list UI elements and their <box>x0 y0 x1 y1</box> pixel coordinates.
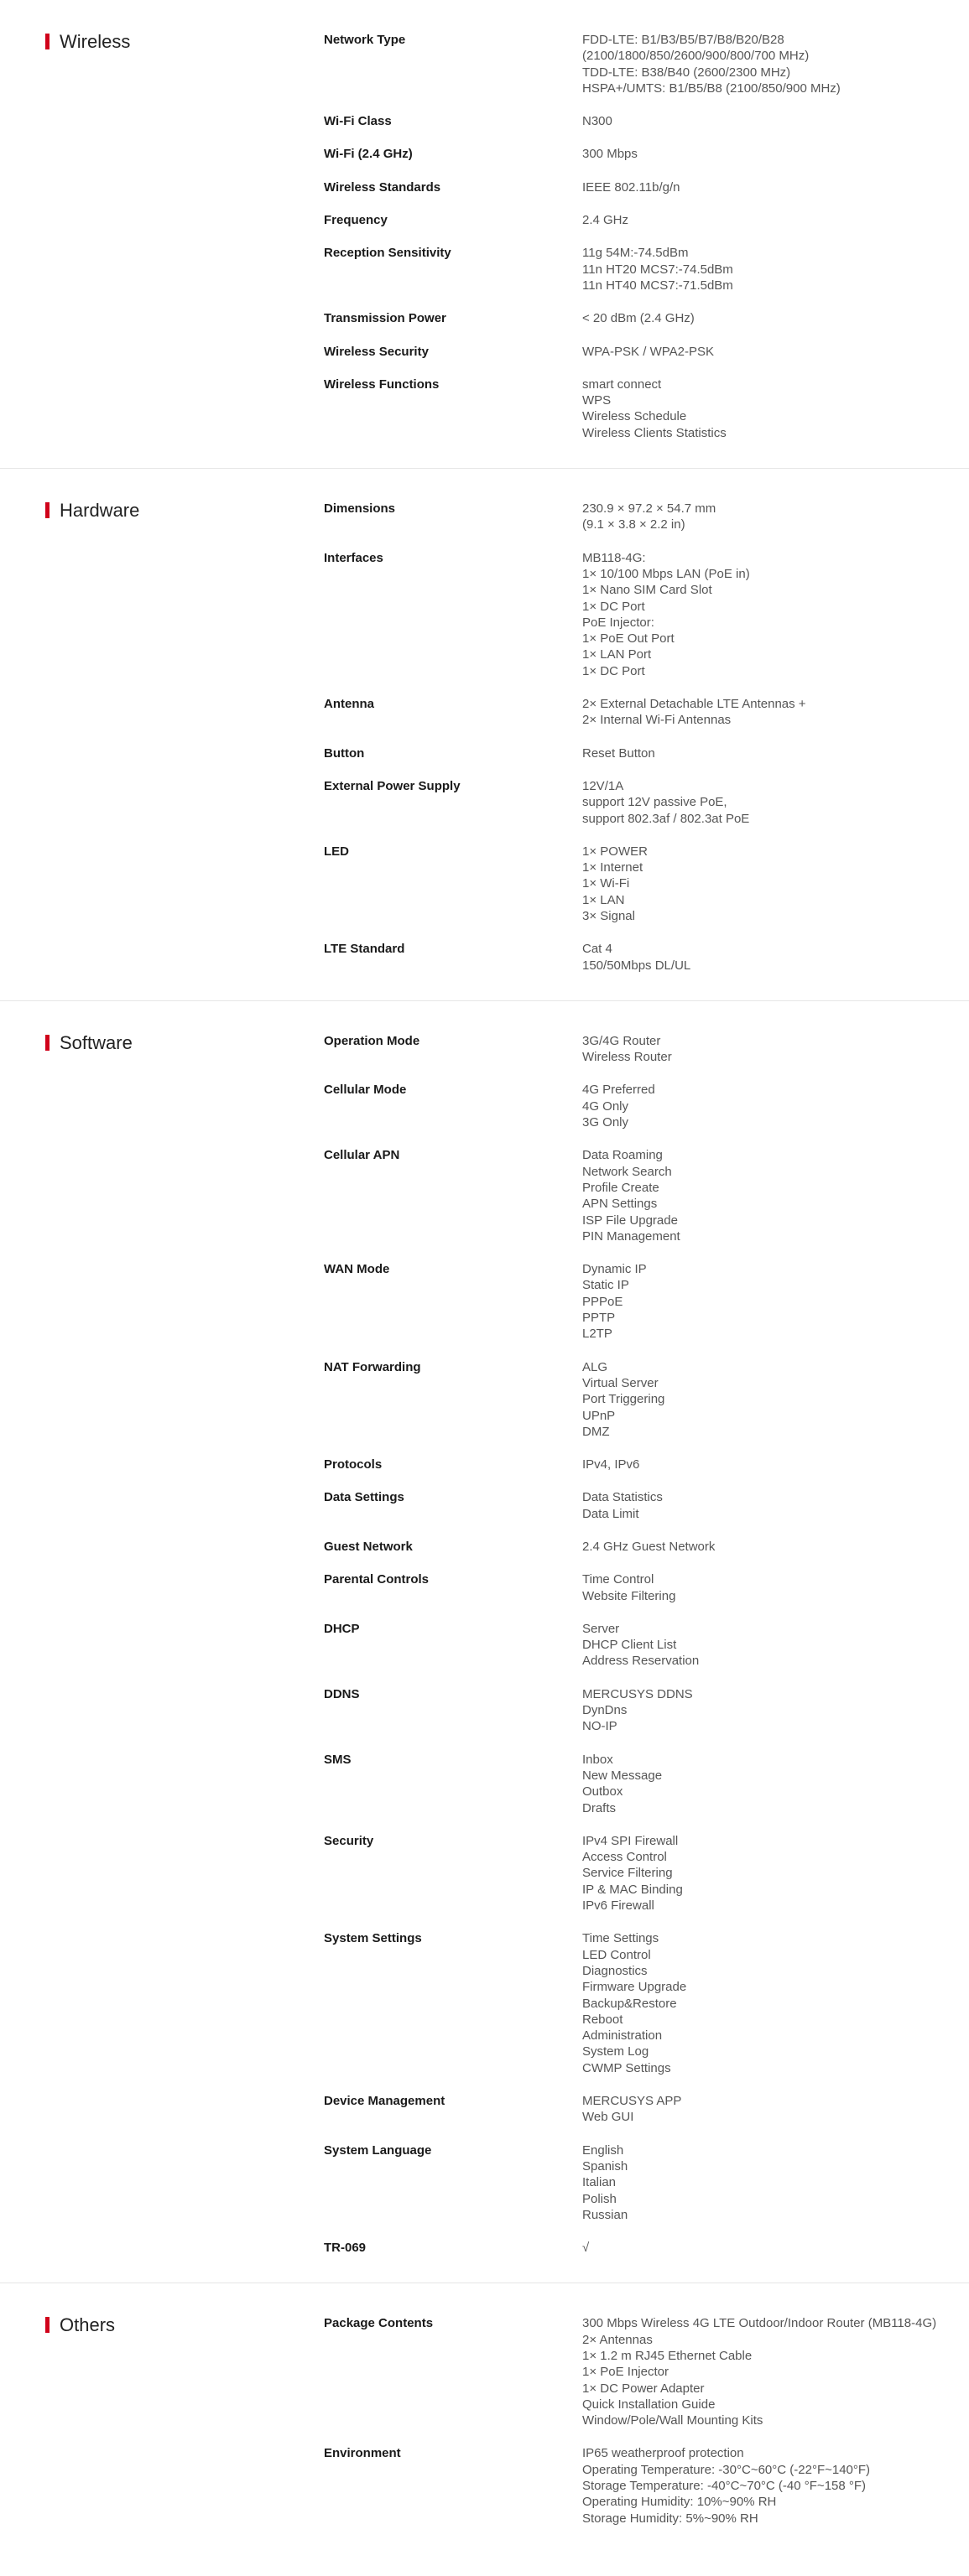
spec-value-line: L2TP <box>582 1327 612 1342</box>
spec-row <box>0 245 969 310</box>
spec-value-line: MERCUSYS APP <box>582 2094 682 2109</box>
spec-values <box>582 501 951 533</box>
spec-values <box>582 1752 951 1816</box>
spec-value-line: 3× Signal <box>582 908 635 923</box>
spec-value-line: TDD-LTE: B38/B40 (2600/2300 MHz) <box>582 65 791 80</box>
section-title-text: Wireless <box>60 31 131 52</box>
spec-value-line: Wireless Clients Statistics <box>582 425 727 440</box>
spec-row <box>0 501 969 550</box>
spec-values <box>582 1686 951 1735</box>
spec-row <box>0 1082 969 1147</box>
spec-values <box>582 1261 951 1342</box>
spec-value-line: (2100/1800/850/2600/900/800/700 MHz) <box>582 49 810 64</box>
spec-values <box>582 1621 951 1670</box>
spec-value-line: CWMP Settings <box>582 2060 671 2075</box>
spec-value-line: Reset Button <box>582 745 655 761</box>
spec-row <box>0 1621 969 1686</box>
spec-value-line: Service Filtering <box>582 1866 673 1881</box>
spec-value-line: New Message <box>582 1768 663 1783</box>
spec-values <box>582 377 951 441</box>
spec-label: Dimensions <box>324 501 396 517</box>
spec-value-line: Data Roaming <box>582 1148 663 1163</box>
spec-value-line: 1× POWER <box>582 844 648 859</box>
spec-value-line: Data Limit <box>582 1506 639 1521</box>
spec-value-line: 1× LAN Port <box>582 647 652 662</box>
spec-value-line: support 12V passive PoE, <box>582 795 727 810</box>
spec-values <box>582 1571 951 1604</box>
spec-row <box>0 745 969 778</box>
spec-value-line: Polish <box>582 2191 617 2206</box>
spec-value-line: PPPoE <box>582 1294 623 1309</box>
spec-value-line: Cat 4 <box>582 942 612 957</box>
spec-row <box>0 212 969 245</box>
spec-values <box>582 745 951 761</box>
spec-value-line: 2.4 GHz <box>582 213 629 228</box>
spec-value-line: 1× Nano SIM Card Slot <box>582 583 712 598</box>
spec-value-line: 1× DC Power Adapter <box>582 2381 705 2396</box>
spec-values <box>582 778 951 827</box>
spec-value-line: Storage Humidity: 5%~90% RH <box>582 2511 758 2526</box>
spec-row <box>0 550 969 696</box>
spec-value-line: FDD-LTE: B1/B3/B5/B7/B8/B20/B28 <box>582 33 784 47</box>
section-title <box>45 30 130 54</box>
spec-value-line: IPv6 Firewall <box>582 1898 654 1914</box>
spec-value-line: Reboot <box>582 2012 623 2027</box>
spec-label: Device Management <box>324 2094 445 2109</box>
spec-value-line: 12V/1A <box>582 778 624 793</box>
spec-value-line: 3G/4G Router <box>582 1033 661 1048</box>
spec-values <box>582 1082 951 1130</box>
spec-label: Wireless Security <box>324 344 429 359</box>
spec-value-line: PPTP <box>582 1311 616 1326</box>
spec-label: External Power Supply <box>324 778 461 793</box>
spec-value-line: Operating Temperature: -30°C~60°C (-22°F~140°F) <box>582 2462 871 2477</box>
spec-label: SMS <box>324 1752 352 1767</box>
spec-row <box>0 1457 969 1489</box>
spec-label: LED <box>324 844 349 859</box>
spec-row <box>0 1930 969 2093</box>
spec-value-line: DMZ <box>582 1424 610 1439</box>
spec-label: Frequency <box>324 213 388 228</box>
spec-value-line: Window/Pole/Wall Mounting Kits <box>582 2413 763 2428</box>
spec-label: Parental Controls <box>324 1572 430 1587</box>
spec-label: Data Settings <box>324 1490 404 1505</box>
spec-label: Network Type <box>324 33 406 47</box>
spec-values <box>582 1489 951 1522</box>
spec-value-line: 1× DC Port <box>582 599 645 614</box>
spec-value-line: 1× PoE Injector <box>582 2365 669 2380</box>
spec-value-line: 1× DC Port <box>582 663 645 678</box>
spec-value-line: Quick Installation Guide <box>582 2397 716 2412</box>
section-accent-bar <box>45 2317 49 2333</box>
spec-value-line: WPA-PSK / WPA2-PSK <box>582 344 714 359</box>
spec-value-line: System Log <box>582 2044 649 2059</box>
spec-value-line: Web GUI <box>582 2110 634 2125</box>
spec-value-line: Address Reservation <box>582 1654 700 1669</box>
spec-value-line: 150/50Mbps DL/UL <box>582 958 691 973</box>
spec-value-line: Data Statistics <box>582 1490 663 1505</box>
spec-values <box>582 245 951 293</box>
spec-value-line: Firmware Upgrade <box>582 1980 687 1995</box>
spec-value-line: Dynamic IP <box>582 1262 647 1277</box>
spec-label: Reception Sensitivity <box>324 246 451 261</box>
spec-value-line: LED Control <box>582 1947 651 1962</box>
spec-value-line: PIN Management <box>582 1228 680 1244</box>
spec-row <box>0 1686 969 1752</box>
spec-row <box>0 696 969 745</box>
spec-row <box>0 1539 969 1571</box>
spec-value-line: 300 Mbps <box>582 147 638 162</box>
spec-row <box>0 941 969 990</box>
spec-value-line: PoE Injector: <box>582 615 654 630</box>
spec-value-line: DHCP Client List <box>582 1638 677 1653</box>
spec-value-line: Static IP <box>582 1278 629 1293</box>
spec-value-line: NO-IP <box>582 1719 617 1734</box>
spec-label: System Language <box>324 2142 432 2158</box>
spec-label: Guest Network <box>324 1540 413 1554</box>
spec-label: Operation Mode <box>324 1033 420 1048</box>
spec-label: DDNS <box>324 1686 360 1701</box>
spec-row <box>0 32 969 113</box>
spec-value-line: 1× 1.2 m RJ45 Ethernet Cable <box>582 2348 753 2363</box>
spec-value-line: Network Search <box>582 1164 672 1179</box>
spec-value-line: UPnP <box>582 1408 616 1423</box>
spec-value-line: Website Filtering <box>582 1588 676 1603</box>
section-accent-bar <box>45 1035 49 1051</box>
spec-row <box>0 179 969 212</box>
spec-values <box>582 844 951 924</box>
spec-row <box>0 1359 969 1457</box>
spec-row <box>0 1033 969 1083</box>
spec-value-line: APN Settings <box>582 1197 658 1212</box>
spec-values <box>582 2240 951 2256</box>
spec-value-line: IP65 weatherproof protection <box>582 2446 744 2461</box>
spec-value-line: Outbox <box>582 1784 623 1800</box>
section-accent-bar <box>45 502 49 518</box>
spec-value-line: 1× LAN <box>582 892 625 907</box>
spec-values <box>582 1457 951 1472</box>
spec-values <box>582 1930 951 2076</box>
spec-label: Wireless Standards <box>324 179 441 195</box>
spec-value-line: 1× Wi-Fi <box>582 876 630 891</box>
spec-value-line: 4G Preferred <box>582 1083 655 1098</box>
spec-values <box>582 113 951 129</box>
spec-row <box>0 344 969 377</box>
spec-value-line: 1× Internet <box>582 860 643 875</box>
spec-value-line: Wireless Schedule <box>582 409 687 424</box>
spec-row <box>0 778 969 844</box>
spec-value-line: Italian <box>582 2175 617 2190</box>
spec-value-line: Spanish <box>582 2158 628 2174</box>
spec-section-wireless <box>0 0 969 468</box>
spec-value-line: 1× 10/100 Mbps LAN (PoE in) <box>582 566 750 581</box>
spec-label: Interfaces <box>324 550 383 565</box>
spec-value-line: 300 Mbps Wireless 4G LTE Outdoor/Indoor Router (MB118-4G) <box>582 2316 937 2331</box>
spec-row <box>0 377 969 458</box>
spec-values <box>582 32 951 96</box>
spec-value-line: Drafts <box>582 1800 617 1815</box>
spec-value-line: MERCUSYS DDNS <box>582 1686 693 1701</box>
spec-value-line: English <box>582 2142 624 2158</box>
section-title-text: Software <box>60 1031 133 1053</box>
spec-row <box>0 2445 969 2542</box>
spec-label: Transmission Power <box>324 311 446 326</box>
spec-value-line: < 20 dBm (2.4 GHz) <box>582 311 695 326</box>
spec-values <box>582 1359 951 1440</box>
section-title <box>45 499 139 522</box>
spec-value-line: 11g 54M:-74.5dBm <box>582 246 689 261</box>
spec-value-line: Backup&Restore <box>582 1996 677 2011</box>
spec-value-line: IPv4, IPv6 <box>582 1457 640 1472</box>
spec-values <box>582 146 951 162</box>
spec-values <box>582 2315 951 2428</box>
spec-label: System Settings <box>324 1931 422 1946</box>
section-title <box>45 2314 115 2337</box>
spec-value-line: Virtual Server <box>582 1375 659 1390</box>
spec-row <box>0 1571 969 1621</box>
spec-values <box>582 696 951 729</box>
spec-value-line: 4G Only <box>582 1098 629 1114</box>
spec-row <box>0 1261 969 1358</box>
spec-value-line: IEEE 802.11b/g/n <box>582 179 680 195</box>
spec-label: NAT Forwarding <box>324 1359 421 1374</box>
spec-values <box>582 212 951 228</box>
spec-value-line: ISP File Upgrade <box>582 1213 678 1228</box>
spec-value-line: Inbox <box>582 1752 613 1767</box>
spec-values <box>582 550 951 679</box>
spec-value-line: 1× PoE Out Port <box>582 631 675 647</box>
section-title-text: Hardware <box>60 500 140 522</box>
spec-label: Wi-Fi Class <box>324 114 392 129</box>
spec-values <box>582 2445 951 2526</box>
spec-label: Cellular APN <box>324 1148 400 1163</box>
spec-row <box>0 1147 969 1261</box>
spec-section-others <box>0 2283 969 2553</box>
spec-label: Security <box>324 1833 374 1848</box>
spec-label: LTE Standard <box>324 942 405 957</box>
spec-row <box>0 310 969 343</box>
spec-value-line: Wireless Router <box>582 1050 672 1065</box>
spec-value-line: WPS <box>582 393 612 408</box>
spec-value-line: IPv4 SPI Firewall <box>582 1833 679 1848</box>
spec-values <box>582 1539 951 1555</box>
spec-label: TR-069 <box>324 2241 367 2256</box>
spec-value-line: 2.4 GHz Guest Network <box>582 1540 716 1554</box>
spec-label: Wi-Fi (2.4 GHz) <box>324 147 413 162</box>
spec-label: Antenna <box>324 697 374 712</box>
spec-value-line: Profile Create <box>582 1180 659 1195</box>
spec-label: Cellular Mode <box>324 1083 407 1098</box>
spec-values <box>582 310 951 326</box>
spec-values <box>582 179 951 195</box>
spec-value-line: 2× Internal Wi-Fi Antennas <box>582 713 732 728</box>
spec-section-hardware <box>0 468 969 1000</box>
spec-row <box>0 1833 969 1930</box>
spec-value-line: 3G Only <box>582 1115 629 1130</box>
spec-values <box>582 1033 951 1066</box>
spec-label: Button <box>324 745 365 761</box>
spec-value-line: √ <box>582 2241 590 2256</box>
spec-value-line: HSPA+/UMTS: B1/B5/B8 (2100/850/900 MHz) <box>582 80 841 96</box>
spec-values <box>582 1833 951 1914</box>
spec-value-line: 11n HT40 MCS7:-71.5dBm <box>582 278 733 293</box>
spec-value-line: smart connect <box>582 377 662 392</box>
section-accent-bar <box>45 34 49 49</box>
spec-row <box>0 113 969 146</box>
spec-value-line: 2× External Detachable LTE Antennas + <box>582 697 806 712</box>
spec-row <box>0 1752 969 1833</box>
spec-label: DHCP <box>324 1621 360 1636</box>
spec-values <box>582 941 951 974</box>
spec-value-line: Diagnostics <box>582 1963 648 1978</box>
spec-value-line: 230.9 × 97.2 × 54.7 mm <box>582 501 716 517</box>
spec-row <box>0 146 969 179</box>
spec-label: Protocols <box>324 1457 383 1472</box>
spec-value-line: DynDns <box>582 1703 628 1718</box>
spec-value-line: Time Control <box>582 1572 654 1587</box>
spec-value-line: Russian <box>582 2207 628 2222</box>
spec-label: Package Contents <box>324 2316 434 2331</box>
spec-values <box>582 1147 951 1244</box>
spec-row <box>0 2093 969 2142</box>
spec-values <box>582 2142 951 2223</box>
spec-value-line: 11n HT20 MCS7:-74.5dBm <box>582 262 733 277</box>
section-title-text: Others <box>60 2314 116 2336</box>
spec-values <box>582 344 951 360</box>
spec-value-line: N300 <box>582 114 612 129</box>
spec-value-line: ALG <box>582 1359 608 1374</box>
spec-value-line: Port Triggering <box>582 1392 665 1407</box>
spec-row <box>0 2240 969 2272</box>
spec-value-line: (9.1 × 3.8 × 2.2 in) <box>582 517 685 532</box>
spec-value-line: Administration <box>582 2028 663 2044</box>
spec-row <box>0 844 969 941</box>
spec-section-software <box>0 1000 969 2283</box>
spec-label: Wireless Functions <box>324 377 440 392</box>
spec-label: Environment <box>324 2446 401 2461</box>
spec-value-line: MB118-4G: <box>582 550 646 565</box>
spec-values <box>582 2093 951 2126</box>
spec-value-line: support 802.3af / 802.3at PoE <box>582 811 750 826</box>
spec-value-line: IP & MAC Binding <box>582 1882 683 1897</box>
spec-row <box>0 2315 969 2445</box>
spec-row <box>0 1489 969 1539</box>
spec-label: WAN Mode <box>324 1262 390 1277</box>
spec-row <box>0 2142 969 2240</box>
spec-value-line: Time Settings <box>582 1931 659 1946</box>
spec-value-line: Storage Temperature: -40°C~70°C (-40 °F~158 °F) <box>582 2479 867 2494</box>
spec-value-line: Operating Humidity: 10%~90% RH <box>582 2495 777 2510</box>
spec-value-line: Access Control <box>582 1850 667 1865</box>
spec-value-line: Server <box>582 1621 620 1636</box>
spec-value-line: 2× Antennas <box>582 2332 653 2347</box>
section-title <box>45 1031 133 1055</box>
